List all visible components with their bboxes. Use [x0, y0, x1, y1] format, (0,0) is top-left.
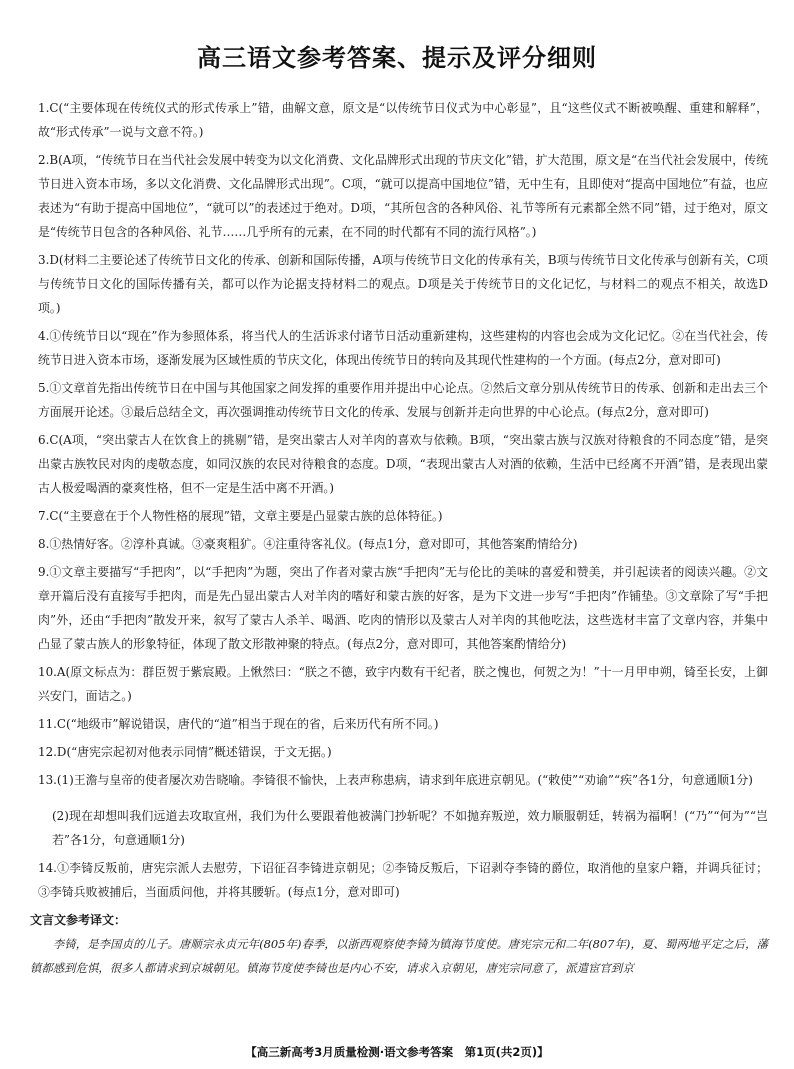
answer-13-part-1: 13.(1)王澹与皇帝的使者屡次劝告晓喻。李锜很不愉快，上表声称患病，请求到年底进京朝见。(“敕使”“劝谕”“疾”各1分，句意通顺1分): [38, 773, 753, 787]
answer-5: 5.①文章首先指出传统节日在中国与其他国家之间发挥的重要作用并提出中心论点。②然后文章分别从传统节日的传承、创新和走出去三个方面展开论述。③最后总结全文，再次强调推动传统节日文化的传承、发展与创新并走向世界的中心论点。(每点2分，意对即可): [38, 381, 768, 419]
answer-9: 9.①文章主要描写“手把肉”，以“手把肉”为题，突出了作者对蒙古族“手把肉”无与伦比的美味的喜爱和赞美，并引起读者的阅读兴趣。②文章开篇后没有直接写手把肉，而是先凸显出蒙古人对羊肉的嗜好和蒙古族的好客，是为下文进一步写“手把肉”作铺垫。③文章除了写“手把肉”外，还由“手把肉”散发开来，叙写了蒙古人杀羊、喝酒、吃肉的情形以及蒙古人对羊肉的其他吃法，这些选材丰富了文章内容，并集中凸显了蒙古族人的形象特征，体现了散文形散神聚的特点。(每点2分，意对即可，其他答案酌情给分): [38, 565, 768, 651]
answer-11: 11.C(“地级市”解说错误，唐代的“道”相当于现在的省，后来历代有所不同。): [38, 717, 439, 731]
answer-3: 3.D(材料二主要论述了传统节日文化的传承、创新和国际传播，A项与传统节日文化的传承有关，B项与传统节日文化传承与创新有关，C项与传统节日文化的国际传播有关，都可以作为论据支持材料二的观点。D项是关于传统节日的文化记忆，与材料二的观点不相关，故选D项。): [38, 253, 768, 315]
answer-13-part-2: (2)现在却想叫我们远道去攻取宣州，我们为什么要跟着他被满门抄斩呢？不如抛弃叛逆，效力顺服朝廷，转祸为福啊！(“乃”“何为”“岂若”各1分，句意通顺1分): [52, 808, 768, 847]
page-footer: 【高三新高考3月质量检测·语文参考答案 第1页(共2页)】: [245, 1045, 549, 1059]
answer-14: 14.①李锜反叛前，唐宪宗派人去慰劳，下诏征召李锜进京朝见；②李锜反叛后，下诏剥夺李锜的爵位，取消他的皇家户籍，并调兵征讨；③李锜兵败被捕后，当面质问他，并将其腰斩。(每点1分，意对即可): [38, 860, 768, 899]
answer-10: 10.A(原文标点为：群臣贺于紫宸殿。上愀然曰：“朕之不德，致宇内数有干纪者，朕之愧也，何贺之为！”十一月甲申朔，锜至长安，上御兴安门，面诘之。): [38, 665, 768, 703]
translation-heading: 文言文参考译文：: [30, 912, 127, 927]
answer-8: 8.①热情好客。②淳朴真诚。③豪爽粗犷。④注重待客礼仪。(每点1分，意对即可，其他答案酌情给分): [38, 537, 578, 551]
answer-list: [28, 96, 768, 980]
translation-text: 李锜，是李国贞的儿子。唐顺宗永贞元年(805年)春季，以浙西观察使李锜为镇海节度使。唐宪宗元和二年(807年)，夏、蜀两地平定之后，藩镇都感到危惧，很多人都请求到京城朝见。镇海节度使李锜也是内心不安，请求入京朝见，唐宪宗同意了，派遣宦官到京: [30, 936, 768, 975]
answer-12: 12.D(“唐宪宗起初对他表示同情”概述错误，于文无据。): [38, 745, 332, 759]
page-title: 高三语文参考答案、提示及评分细则: [197, 44, 597, 72]
answer-7: 7.C(“主要意在于个人物性格的展现”错，文章主要是凸显蒙古族的总体特征。): [38, 509, 443, 523]
answer-6: 6.C(A项，“突出蒙古人在饮食上的挑剔”错，是突出蒙古人对羊肉的喜欢与依赖。B项，“突出蒙古族与汉族对待粮食的不同态度”错，是突出蒙古族牧民对肉的虔敬态度，如同汉族的农民对待粮食的态度。D项，“表现出蒙古人对酒的依赖，生活中已经离不开酒”错，是表现出蒙古人极爱喝酒的豪爽性格，但不一定是生活中离不开酒。): [38, 433, 768, 495]
answer-2: 2.B(A项，“传统节日在当代社会发展中转变为以文化消费、文化品牌形式出现的节庆文化”错，扩大范围，原文是“在当代社会发展中，传统节日进入资本市场，多以文化消费、文化品牌形式出现”。C项，“就可以提高中国地位”错，无中生有，且即使对“提高中国地位”有益，也应表述为“有助于提高中国地位”，“就可以”的表述过于绝对。D项，“其所包含的各种风俗、礼节等所有元素都全然不同”错，过于绝对，原文是“传统节日包含的各种风俗、礼节……几乎所有的元素，在不同的时代都有不同的流行风格”。): [38, 153, 768, 239]
answer-4: 4.①传统节日以“现在”作为参照体系，将当代人的生活诉求付诸节日活动重新建构，这些建构的内容也会成为文化记忆。②在当代社会，传统节日进入资本市场，逐渐发展为区域性质的节庆文化，体现出传统节日的转向及其现代性建构的一个方面。(每点2分，意对即可): [38, 329, 768, 367]
answer-1: 1.C(“主要体现在传统仪式的形式传承上”错，曲解文意，原文是“以传统节日仪式为中心彰显”，且“这些仪式不断被唤醒、重建和解释”，故“形式传承”一说与文意不符。): [38, 101, 768, 139]
